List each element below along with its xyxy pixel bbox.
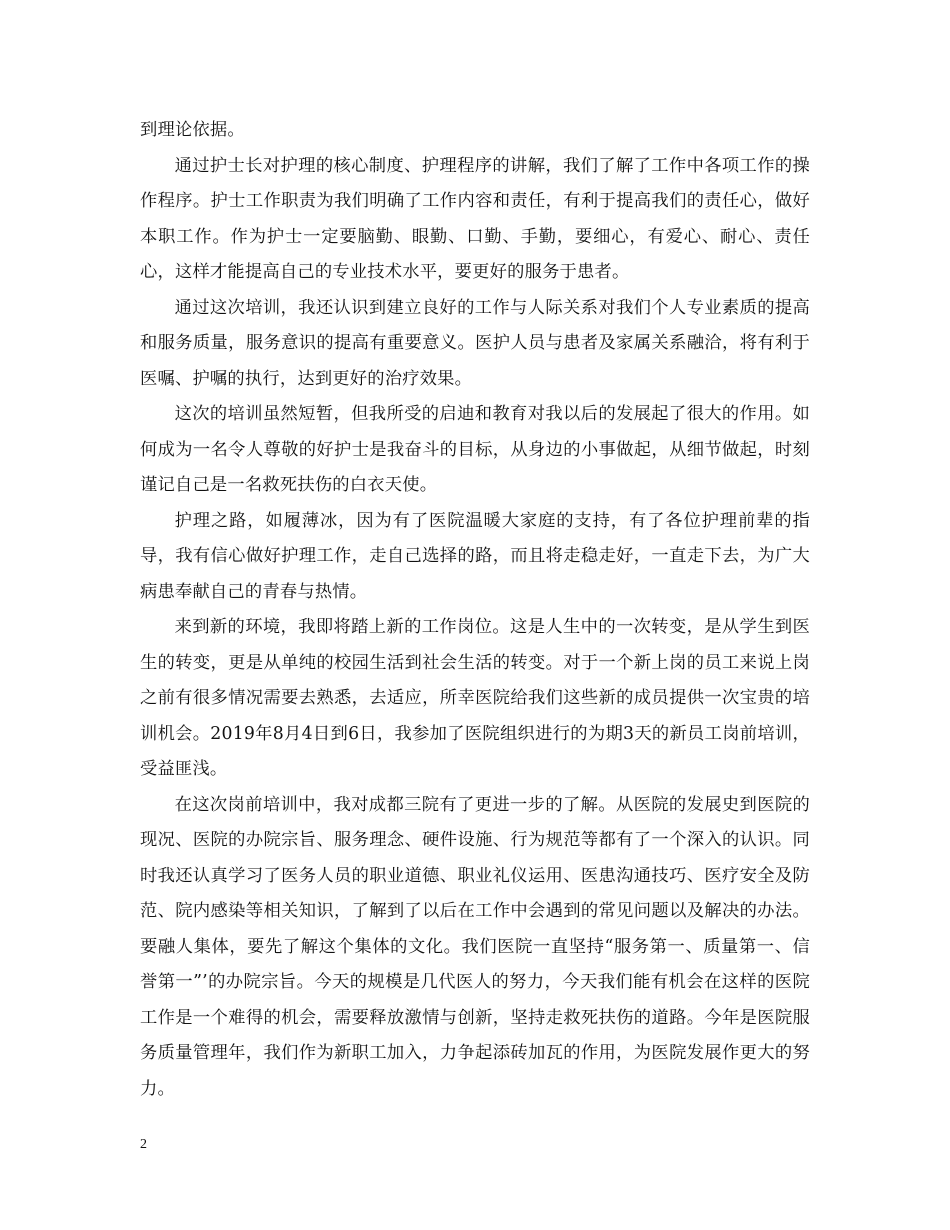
- paragraph: 在这次岗前培训中，我对成都三院有了更进一步的了解。从医院的发展史到医院的现况、医院的办院宗旨、服务理念、硬件设施、行为规范等都有了一个深入的认识。同时我还认真学习了医务人员的职业道德、职业礼仪运用、医患沟通技巧、医疗安全及防范、院内感染等相关知识，了解到了以后在工作中会遇到的常见问题以及解决的办法。要融人集体，要先了解这个集体的文化。我们医院一直坚持“服务第一、质量第一、信誉第一”’的办院宗旨。今天的规模是几代医人的努力，今天我们能有机会在这样的医院工作是一个难得的机会，需要释放激情与创新，坚持走救死扶伤的道路。今年是医院服务质量管理年，我们作为新职工加入，力争起添砖加瓦的作用，为医院发展作更大的努力。: [140, 794, 810, 1099]
- paragraph: 这次的培训虽然短暂，但我所受的启迪和教育对我以后的发展起了很大的作用。如何成为一名令人尊敬的好护士是我奋斗的目标，从身边的小事做起，从细节做起，时刻谨记自己是一名救死扶伤的白衣天使。: [140, 404, 810, 495]
- paragraph: 护理之路，如履薄冰，因为有了医院温暖大家庭的支持，有了各位护理前辈的指导，我有信心做好护理工作，走自己选择的路，而且将走稳走好，一直走下去，为广大病患奉献自己的青春与热情。: [140, 510, 810, 602]
- paragraph: 来到新的环境，我即将踏上新的工作岗位。这是人生中的一次转变，是从学生到医生的转变，更是从单纯的校园生活到社会生活的转变。对于一个新上岗的员工来说上岗之前有很多情况需要去熟悉，去适应，所幸医院给我们这些新的成员提供一次宝贵的培训机会。2019年8月4日到6日，我参加了医院组织进行的为期3天的新员工岗前培训，受益匪浅。: [140, 617, 810, 779]
- page-number: 2: [140, 1137, 147, 1152]
- paragraph: 通过护士长对护理的核心制度、护理程序的讲解，我们了解了工作中各项工作的操作程序。护士工作职责为我们明确了工作内容和责任，有利于提高我们的责任心，做好本职工作。作为护士一定要脑勤、眼勤、口勤、手勤，要细心，有爱心、耐心、责任心，这样才能提高自己的专业技术水平，要更好的服务于患者。: [140, 155, 810, 282]
- paragraph-continuation: 到理论依据。: [140, 120, 245, 140]
- paragraph: 通过这次培训，我还认识到建立良好的工作与人际关系对我们个人专业素质的提高和服务质量，服务意识的提高有重要意义。医护人员与患者及家属关系融洽，将有利于医嘱、护嘱的执行，达到更好的治疗效果。: [140, 297, 810, 389]
- document-body: [140, 113, 810, 1107]
